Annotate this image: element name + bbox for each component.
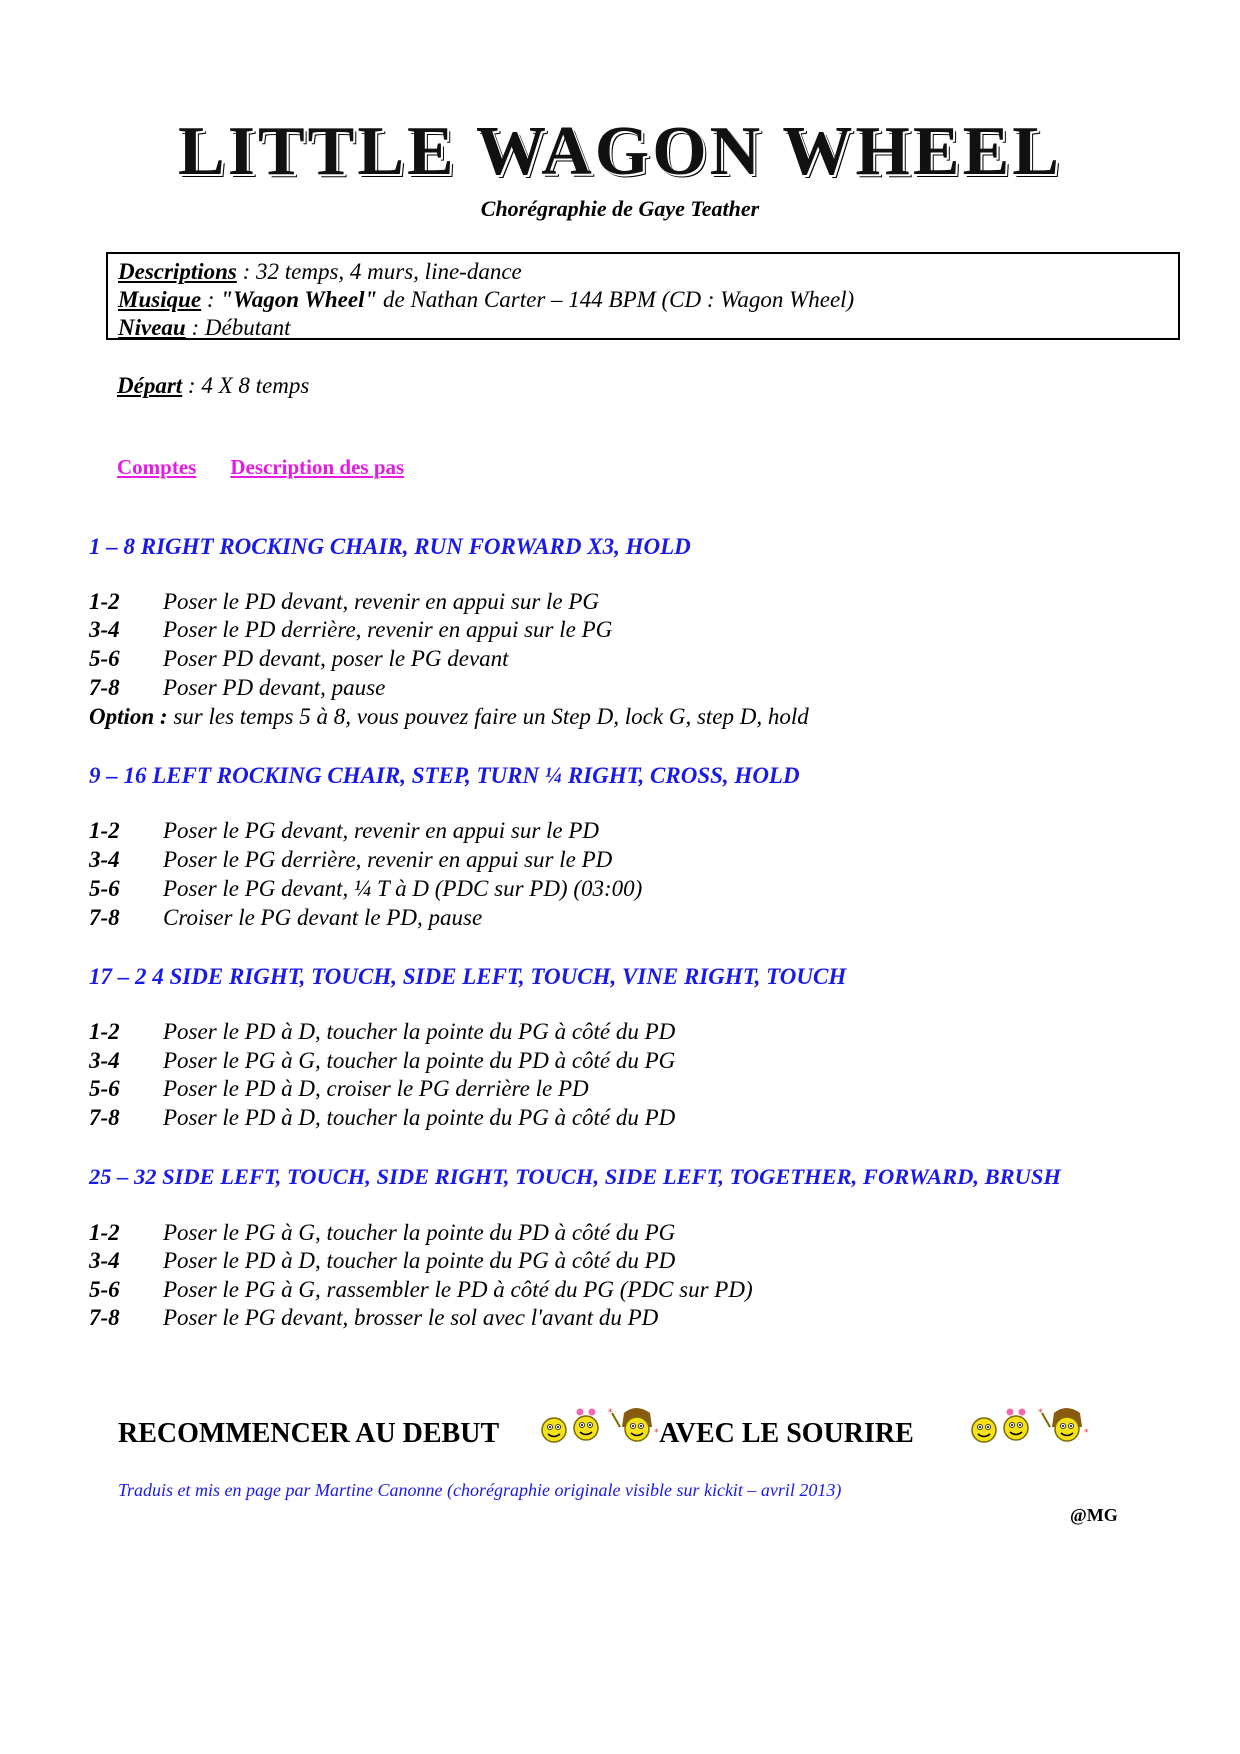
section-heading-4: 25 – 32 SIDE LEFT, TOUCH, SIDE RIGHT, TOUCH, SIDE LEFT, TOGETHER, FORWARD, BRUSH [89, 1164, 1061, 1189]
step-count: 1-2 [89, 1019, 120, 1044]
option-label: Option : [89, 704, 168, 729]
step-row [89, 1076, 589, 1102]
step-text: Poser le PD à D, toucher la pointe du PG à côté du PD [163, 1019, 676, 1044]
section-heading-1: 1 – 8 RIGHT ROCKING CHAIR, RUN FORWARD X3, HOLD [89, 534, 691, 559]
musique-value-pre: : [201, 287, 221, 312]
step-count: 5-6 [89, 646, 120, 671]
step-row [89, 1220, 675, 1246]
section-heading-2: 9 – 16 LEFT ROCKING CHAIR, STEP, TURN ¼ RIGHT, CROSS, HOLD [89, 763, 800, 788]
credit-line: Traduis et mis en page par Martine Canonne (chorégraphie originale visible sur kickit – avril 2013) [118, 1480, 842, 1500]
musique-song: "Wagon Wheel" [220, 287, 378, 312]
step-row [89, 818, 599, 844]
step-row [89, 1048, 675, 1074]
page-title: LITTLE WAGON WHEEL [178, 113, 1062, 190]
option-text: sur les temps 5 à 8, vous pouvez faire un Step D, lock G, step D, hold [167, 704, 809, 729]
step-row [89, 905, 482, 931]
option-row [89, 704, 809, 730]
step-row [89, 675, 385, 701]
musique-line [118, 286, 1168, 314]
step-text: Poser le PG à G, toucher la pointe du PD à côté du PG [163, 1048, 676, 1073]
step-text: Poser le PG à G, rassembler le PD à côté du PG (PDC sur PD) [163, 1277, 753, 1302]
step-count: 1-2 [89, 1220, 120, 1245]
step-text: Poser PD devant, poser le PG devant [163, 646, 509, 671]
step-count: 7-8 [89, 905, 120, 930]
step-count: 3-4 [89, 847, 120, 872]
step-row [89, 646, 509, 672]
step-text: Poser le PD à D, croiser le PG derrière le PD [163, 1076, 589, 1101]
step-text: Poser le PG devant, revenir en appui sur le PD [163, 818, 600, 843]
niveau-label: Niveau [118, 315, 186, 340]
smiley-waving-icon [1036, 1405, 1090, 1447]
step-count: 7-8 [89, 1105, 120, 1130]
step-row [89, 1248, 675, 1274]
descriptions-value: : 32 temps, 4 murs, line-dance [236, 259, 522, 284]
smiley-icon [968, 1413, 1000, 1447]
step-count: 5-6 [89, 1277, 120, 1302]
step-count: 3-4 [89, 617, 120, 642]
step-count: 5-6 [89, 1076, 120, 1101]
footer-restart-line [118, 1418, 914, 1450]
smiley-icon [538, 1413, 570, 1447]
step-count: 7-8 [89, 1305, 120, 1330]
step-row [89, 1277, 753, 1303]
depart-label: Départ [117, 373, 183, 398]
step-text: Poser le PG derrière, revenir en appui sur le PD [163, 847, 613, 872]
musique-value-post: de Nathan Carter – 144 BPM (CD : Wagon Wheel) [377, 287, 855, 312]
step-row [89, 847, 612, 873]
signature: @MG [1070, 1505, 1118, 1525]
section-heading-3: 17 – 2 4 SIDE RIGHT, TOUCH, SIDE LEFT, TOUCH, VINE RIGHT, TOUCH [89, 964, 847, 989]
step-row [89, 1019, 675, 1045]
step-row [89, 876, 642, 902]
svg-text:*: * [608, 1408, 613, 1418]
depart-value: : 4 X 8 temps [182, 373, 310, 398]
step-row [89, 617, 612, 643]
niveau-value: : Débutant [185, 315, 291, 340]
step-text: Poser le PD à D, toucher la pointe du PG à côté du PD [163, 1105, 676, 1130]
step-count: 3-4 [89, 1048, 120, 1073]
step-text: Poser le PG devant, brosser le sol avec l'avant du PD [163, 1305, 659, 1330]
restart-text: RECOMMENCER AU DEBUT [118, 1418, 500, 1449]
choreographer-line: Chorégraphie de Gaye Teather [480, 196, 760, 221]
smiley-girl-icon [1000, 1405, 1032, 1445]
smiley-girl-icon [570, 1405, 602, 1445]
column-headers [117, 455, 404, 480]
step-row [89, 589, 599, 615]
step-text: Poser le PD devant, revenir en appui sur le PG [163, 589, 600, 614]
step-text: Poser PD devant, pause [163, 675, 386, 700]
info-box [106, 252, 1180, 340]
column-description: Description des pas [230, 455, 405, 479]
niveau-line [118, 314, 1168, 342]
step-text: Poser le PG à G, toucher la pointe du PD à côté du PG [163, 1220, 676, 1245]
smiley-waving-icon [606, 1405, 660, 1447]
step-count: 7-8 [89, 675, 120, 700]
smile-text: AVEC LE SOURIRE [659, 1418, 914, 1449]
musique-label: Musique [118, 287, 202, 312]
step-text: Poser le PD derrière, revenir en appui sur le PG [163, 617, 613, 642]
step-row [89, 1105, 675, 1131]
step-text: Croiser le PG devant le PD, pause [163, 905, 483, 930]
svg-text:*: * [654, 1428, 659, 1438]
descriptions-line [118, 258, 1168, 286]
step-count: 1-2 [89, 818, 120, 843]
descriptions-label: Descriptions [118, 259, 237, 284]
step-count: 3-4 [89, 1248, 120, 1273]
step-text: Poser le PG devant, ¼ T à D (PDC sur PD) (03:00) [163, 876, 643, 901]
svg-text:*: * [1084, 1428, 1089, 1438]
step-row [89, 1305, 658, 1331]
column-comptes: Comptes [117, 455, 197, 479]
step-text: Poser le PD à D, toucher la pointe du PG à côté du PD [163, 1248, 676, 1273]
step-count: 5-6 [89, 876, 120, 901]
depart-line [117, 373, 309, 399]
step-count: 1-2 [89, 589, 120, 614]
svg-text:*: * [1038, 1408, 1043, 1418]
